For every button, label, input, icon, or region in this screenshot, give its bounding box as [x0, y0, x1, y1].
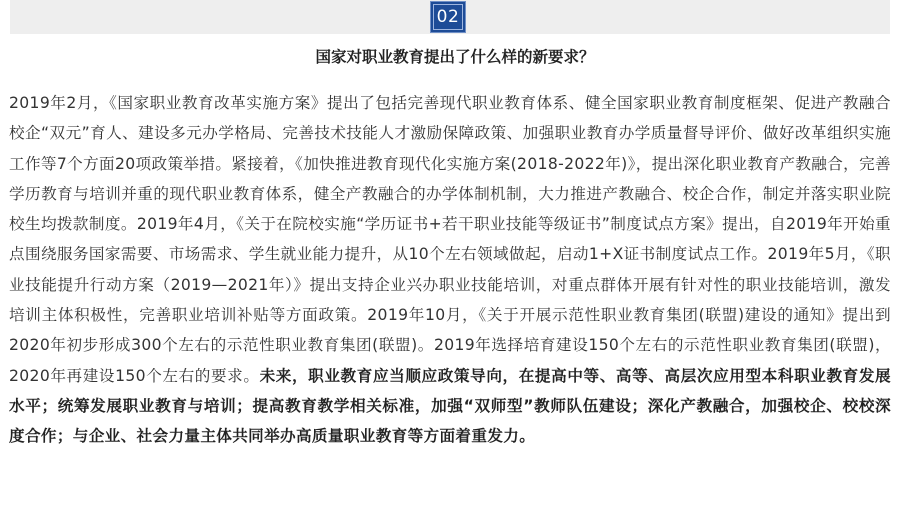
body-paragraph	[9, 88, 891, 452]
paragraph-bold-text: 未来，职业教育应当顺应政策导向，在提高中等、高等、高层次应用型本科职业教育发展水平；统筹发展职业教育与培训；提高教育教学相关标准，加强“双师型”教师队伍建设；深化产教融合，加强校企、校校深度合作；与企业、社会力量主体共同举办高质量职业教育等方面着重发力。	[9, 366, 892, 446]
paragraph-normal-text: 2019年2月，《国家职业教育改革实施方案》提出了包括完善现代职业教育体系、健全国家职业教育制度框架、促进产教融合校企“双元”育人、建设多元办学格局、完善技术技能人才激励保障政策、加强职业教育办学质量督导评价、做好改革组织实施工作等7个方面20项政策举措。紧接着，《加快推进教育现代化实施方案(2018-2022年)》，提出深化职业教育产教融合，完善学历教育与培训并重的现代职业教育体系，健全产教融合的办学体制机制，大力推进产教融合、校企合作，制定并落实职业院校生均拨款制度。2019年4月，《关于在院校实施“学历证书+若干职业技能等级证书”制度试点方案》提出，自2019年开始重点围绕服务国家需要、市场需求、学生就业能力提升，从10个左右领域做起，启动1+X证书制度试点工作。2019年5月，《职业技能提升行动方案（2019—2021年）》提出支持企业兴办职业技能培训，对重点群体开展有针对性的职业技能培训，激发培训主体积极性，完善职业培训补贴等方面政策。2019年10月，《关于开展示范性职业教育集团(联盟)建设的通知》提出到2020年初步形成300个左右的示范性职业教育集团(联盟)。2019年选择培育建设150个左右的示范性职业教育集团(联盟)，2020年再建设150个左右的要求。	[9, 94, 891, 385]
section-number-badge: 02	[430, 1, 466, 33]
section-heading: 国家对职业教育提出了什么样的新要求？	[315, 48, 595, 66]
